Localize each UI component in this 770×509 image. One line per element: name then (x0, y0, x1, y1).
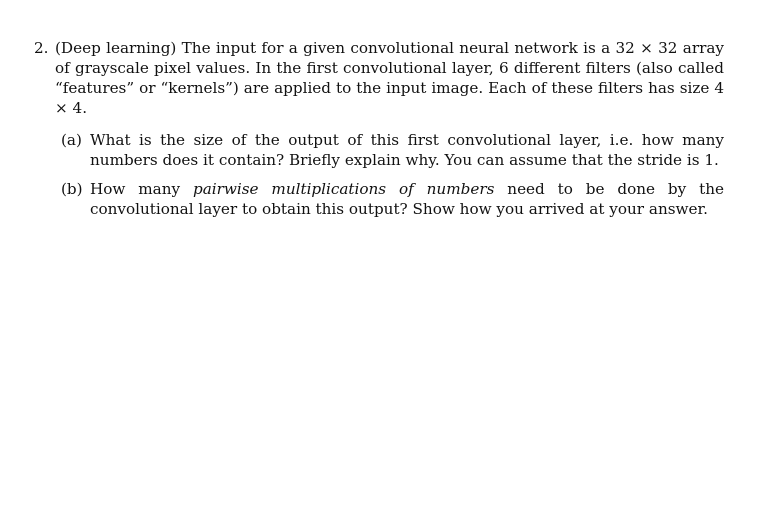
subquestion-b (61, 179, 724, 219)
subquestion-b-text (90, 179, 724, 219)
subquestion-b-text-after: need to be done by the convolutional layer to obtain this output? Show how you arrived at your answer. (90, 180, 724, 218)
problem-2 (34, 38, 724, 228)
subquestion-a-text: What is the size of the output of this first convolutional layer, i.e. how many numbers does it contain? Briefly explain why. You can assume that the stride is 1. (90, 131, 724, 169)
subquestion-b-emphasis: pairwise multiplications of numbers (193, 180, 495, 198)
problem-statement (34, 38, 724, 118)
subquestion-b-label: (b) (61, 180, 83, 198)
subquestions (34, 130, 724, 219)
subquestion-a (61, 130, 724, 170)
problem-text: (Deep learning) The input for a given convolutional neural network is a 32 × 32 array of grayscale pixel values. In the first convolutional layer, 6 different filters (also called “features” or “kernels”) are applied to the input image. Each of these filters has size 4 × 4. (55, 39, 724, 117)
problem-number: 2. (34, 39, 49, 57)
subquestion-a-label: (a) (61, 131, 82, 149)
subquestion-b-text-before: How many (90, 180, 193, 198)
